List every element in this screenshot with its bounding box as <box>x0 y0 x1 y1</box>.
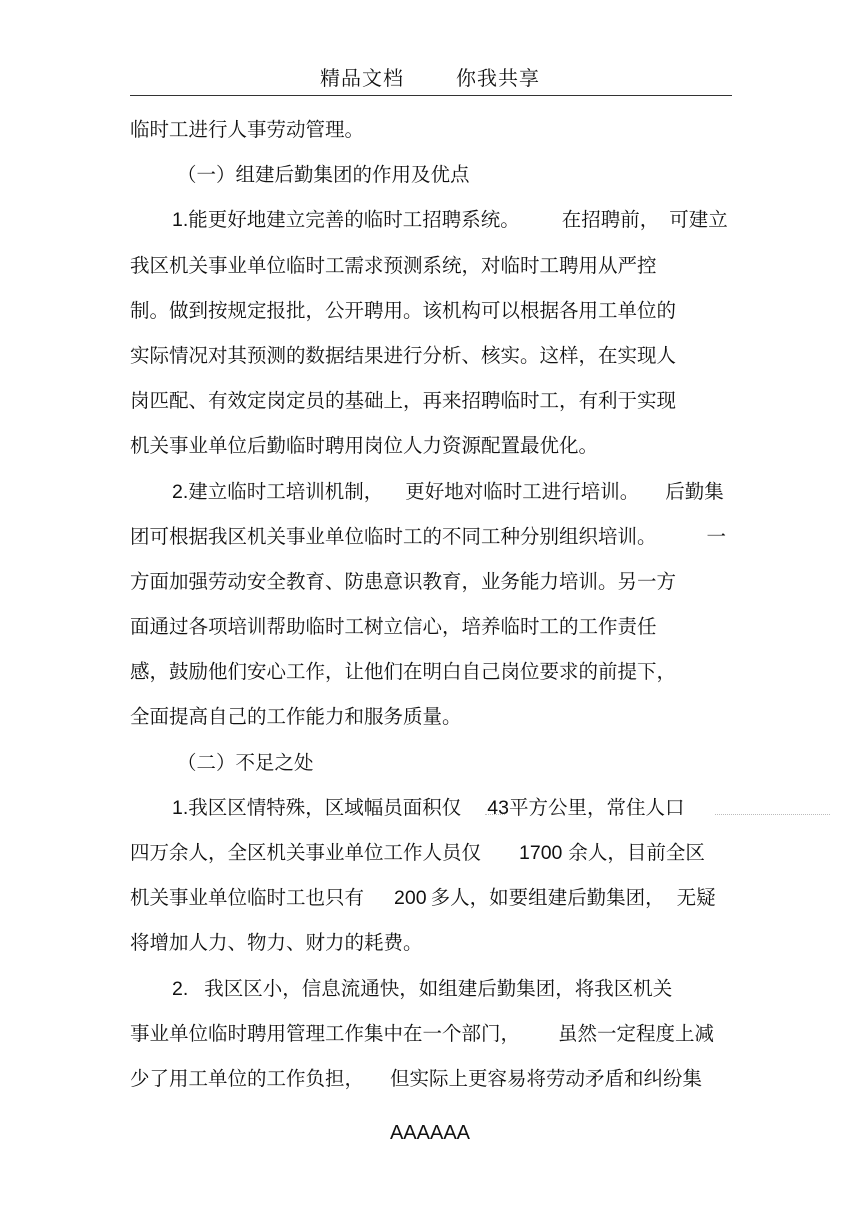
body-line-22: 少了用工单位的工作负担， 但实际上更容易将劳动矛盾和纠纷集 <box>130 1067 703 1090</box>
body-line-16: 1.我区区情特殊，区域幅员面积仅 43平方公里，常住人口 <box>172 796 685 819</box>
body-line-11: 方面加强劳动安全教育、防患意识教育，业务能力培训。另一方 <box>130 570 677 593</box>
body-line-14: 全面提高自己的工作能力和服务质量。 <box>130 705 462 728</box>
body-line-10: 团可根据我区机关事业单位临时工的不同工种分别组织培训。 一 <box>130 525 727 548</box>
page-header <box>0 62 860 91</box>
item-number: 2. <box>172 978 189 1000</box>
body-line-21: 事业单位临时聘用管理工作集中在一个部门， 虽然一定程度上减 <box>130 1022 715 1045</box>
body-line-8: 机关事业单位后勤临时聘用岗位人力资源配置最优化。 <box>130 434 599 457</box>
body-line-12: 面通过各项培训帮助临时工树立信心，培养临时工的工作责任 <box>130 615 657 638</box>
header-left-text: 精品文档 <box>320 66 404 90</box>
body-line-1: 临时工进行人事劳动管理。 <box>130 118 365 141</box>
section-heading-2: （二）不足之处 <box>177 751 314 774</box>
body-line-6: 实际情况对其预测的数据结果进行分析、核实。这样，在实现人 <box>130 344 677 367</box>
body-line-9: 2.建立临时工培训机制， 更好地对临时工进行培训。 后勤集 <box>172 480 724 503</box>
body-line-17: 四万余人，全区机关事业单位工作人员仅 1700 余人，目前全区 <box>130 841 705 864</box>
header-right-text: 你我共享 <box>456 66 540 90</box>
item-number: 1. <box>172 797 189 819</box>
item-number: 1. <box>172 209 189 231</box>
body-line-13: 感，鼓励他们安心工作，让他们在明白自己岗位要求的前提下， <box>130 660 677 683</box>
body-line-20: 2. 我区区小，信息流通快，如组建后勤集团，将我区机关 <box>172 977 673 1000</box>
dotted-leader <box>715 814 830 815</box>
page-footer: AAAAAA <box>389 1122 471 1144</box>
section-heading-1: （一）组建后勤集团的作用及优点 <box>177 163 470 186</box>
body-line-18: 机关事业单位临时工也只有 200 多人，如要组建后勤集团， 无疑 <box>130 886 716 909</box>
body-line-4: 我区机关事业单位临时工需求预测系统，对临时工聘用从严控 <box>130 254 657 277</box>
body-line-5: 制。做到按规定报批，公开聘用。该机构可以根据各用工单位的 <box>130 299 677 322</box>
body-line-3: 1.能更好地建立完善的临时工招聘系统。 在招聘前， 可建立 <box>172 208 728 231</box>
header-rule <box>130 95 732 96</box>
body-line-19: 将增加人力、物力、财力的耗费。 <box>130 931 423 954</box>
body-line-7: 岗匹配、有效定岗定员的基础上，再来招聘临时工，有利于实现 <box>130 389 677 412</box>
item-number: 2. <box>172 481 189 503</box>
